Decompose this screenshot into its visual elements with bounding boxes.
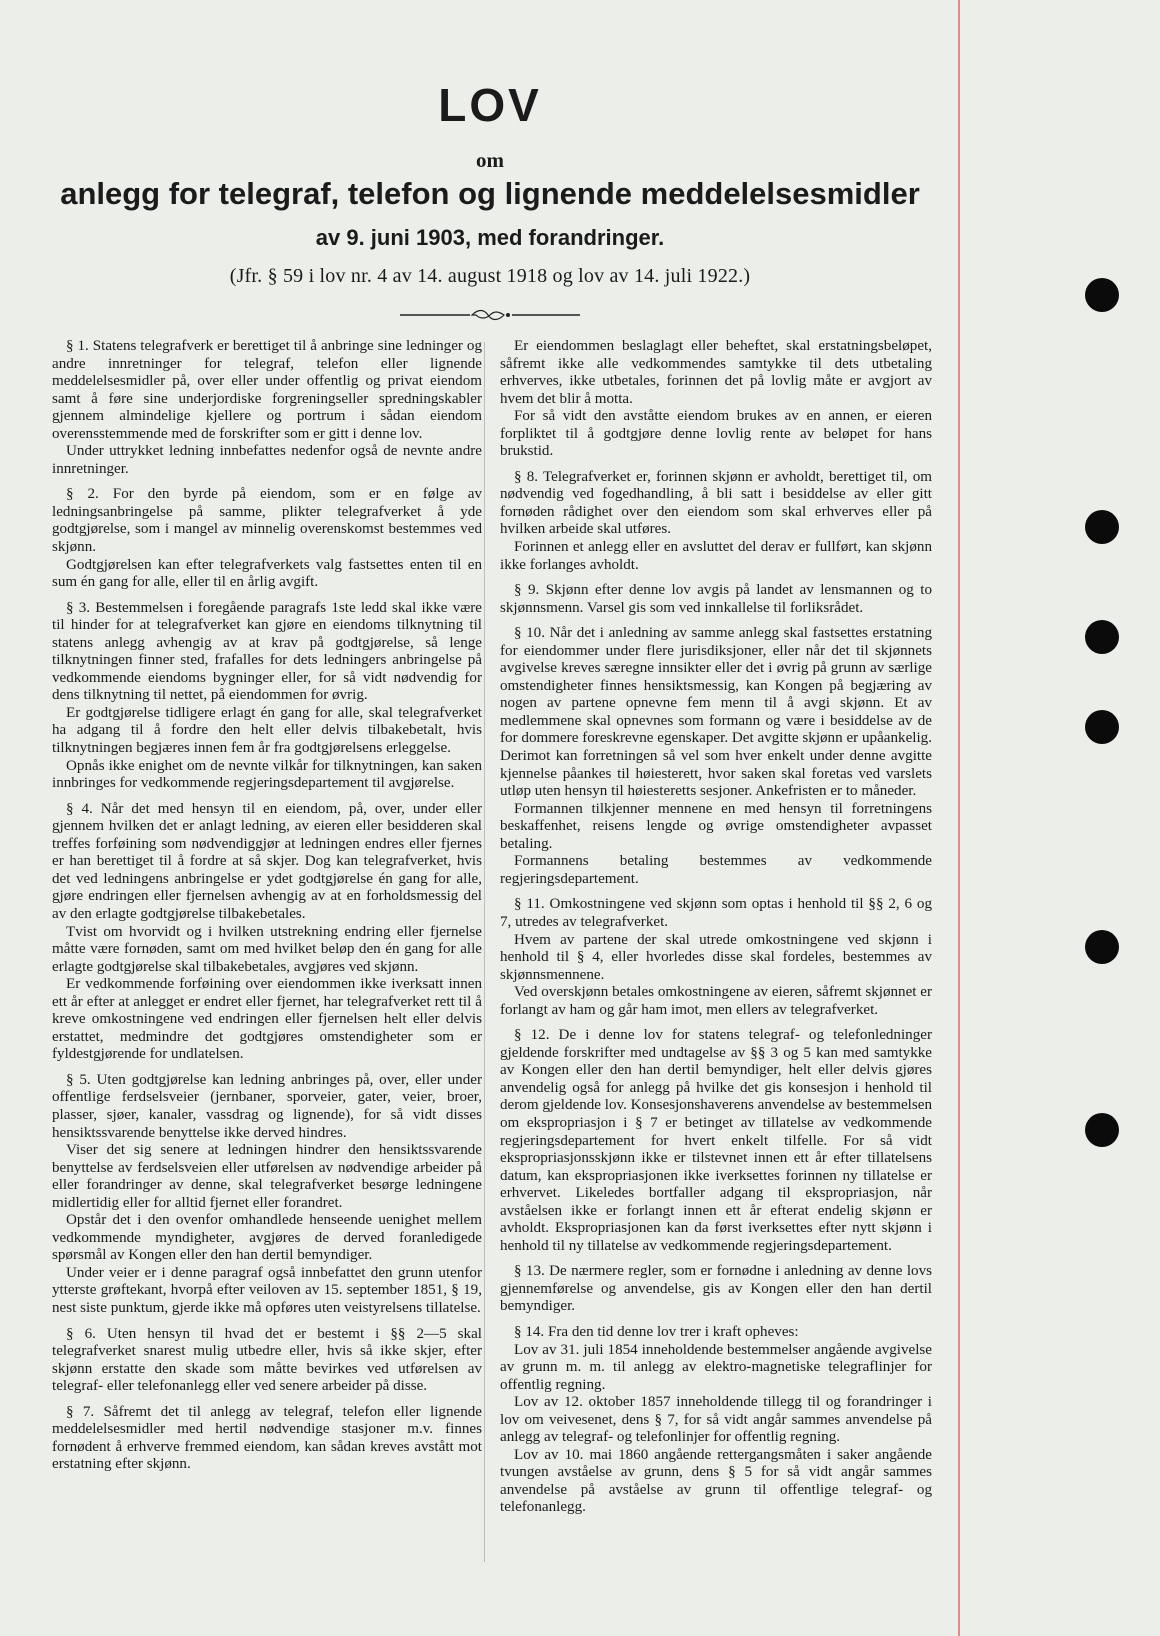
- ornament-divider: [400, 308, 580, 322]
- document-reference: (Jfr. § 59 i lov nr. 4 av 14. august 1918 og lov av 14. juli 1922.): [229, 265, 751, 287]
- paragraph: For så vidt den avståtte eiendom brukes av en annen, er eieren forpliktet til å godtgjøre denne lovlig rente av beløpet for hans brukstid.: [500, 408, 932, 460]
- paragraph-section-8: § 8. Telegrafverket er, forinnen skjønn er avholdt, berettiget til, om nødvendig ved fogedhandling, å bli satt i besiddelse av eller gitt fornøden rådighet over den eiendom som skal erhverves eller på hvilken arbeide skal utføres.: [500, 468, 932, 538]
- paragraph-section-7: § 7. Såfremt det til anlegg av telegraf, telefon eller lignende meddelelsesmidler med hertil nødvendige stasjoner m.v. finnes fornødent å erhverve fremmed eiendom, kan sådan kreves avstått mot erstatning efter skjønn.: [52, 1403, 482, 1473]
- paragraph-section-2: § 2. For den byrde på eiendom, som er en følge av ledningsanbringelse på samme, plikter telegrafverket å yde godtgjørelse, som i mangel av minnelig overenskomst bestemmes ved skjønn.: [52, 486, 482, 556]
- column-divider: [484, 342, 485, 1562]
- paragraph-section-3: § 3. Bestemmelsen i foregående paragrafs 1ste ledd skal ikke være til hinder for at telegrafverket kan gjøre en eiendoms tilknytning til statens anlegg avhengig av at krav på godtgjørelse, så lenge tilknytningen finner sted, frafalles for dets ledningers anbringelse på vedkommende eiendoms bygninger eller, for så vidt nødvendig for dens tilknytning til nettet, på eiendommen for øvrig.: [52, 599, 482, 704]
- paragraph: Formannen tilkjenner mennene en med hensyn til forretningens beskaffenhet, reisens lengde og øvrige omstendigheter avpasset betaling.: [500, 800, 932, 852]
- paragraph-section-6: § 6. Uten hensyn til hvad det er bestemt i §§ 2—5 skal telegrafverket snarest mulig utbedre eller, hvis så ikke skjer, efter skjønn erstatte den skade som måtte bevirkes ved utførelsen av telegraf- eller telefonanlegg eller ved senere arbeider på disse.: [52, 1325, 482, 1395]
- punch-hole: [1085, 1113, 1119, 1147]
- paragraph-section-13: § 13. De nærmere regler, som er fornødne i anledning av denne lovs gjennemførelse og anvendelse, gis av Kongen eller den han dertil bemyndiger.: [500, 1263, 932, 1315]
- paragraph: Er eiendommen beslaglagt eller beheftet, skal erstatningsbeløpet, såfremt ikke alle vedkommendes samtykke til dets utbetaling erhverves, ikke utbetales, forinnen det på lovlig måte er avgjort av hvem det blir å motta.: [500, 338, 932, 407]
- paragraph: Under uttrykket ledning innbefattes nedenfor også de nevnte andre innretninger.: [52, 443, 482, 477]
- paragraph: Formannens betaling bestemmes av vedkommende regjeringsdepartement.: [500, 853, 932, 887]
- punch-hole: [1085, 510, 1119, 544]
- paragraph: Hvem av partene der skal utrede omkostningene ved skjønn i henhold til § 4, eller hvorledes disse skal fordeles, bestemmes av skjønnsmennene.: [500, 931, 932, 983]
- document-subject: anlegg for telegraf, telefon og lignende meddelelsesmidler: [60, 176, 920, 211]
- paragraph: Forinnen et anlegg eller en avsluttet del derav er fullført, kan skjønn ikke forlanges avholdt.: [500, 539, 932, 573]
- paragraph: Er godtgjørelse tidligere erlagt én gang for alle, skal telegrafverket ha adgang til å fordre den helt eller delvis tilbakebetalt, hvis tilknytningen begjæres innen fem år fra godtgjørelsens erleggelse.: [52, 704, 482, 757]
- paragraph: Ved overskjønn betales omkostningene av eieren, såfremt skjønnet er forlangt av ham og går ham imot, men ellers av telegrafverket.: [500, 984, 932, 1018]
- title-connector: om: [476, 148, 504, 172]
- paragraph: Opnås ikke enighet om de nevnte vilkår for tilknytningen, kan saken innbringes for vedkommende regjeringsdepartement til avgjørelse.: [52, 757, 482, 792]
- paragraph: Tvist om hvorvidt og i hvilken utstrekning endring eller fjernelse måtte være fornøden, samt om med hvilket beløp den én gang for alle erlagte godtgjørelse skal tilbakebetales, avgjøres ved skjønn.: [52, 923, 482, 975]
- left-column: [52, 338, 482, 1474]
- paragraph-section-14: § 14. Fra den tid denne lov trer i kraft opheves:: [514, 1323, 799, 1340]
- punch-hole: [1085, 620, 1119, 654]
- document-title: LOV: [438, 79, 542, 131]
- paragraph: Lov av 10. mai 1860 angående rettergangsmåten i saker angående tvungen avståelse av grunn, dens § 5 for så vidt angår sammes anvendelse på avståelse av grunn til offentlige telegraf- og telefonanlegg.: [500, 1446, 932, 1516]
- paragraph-section-11: § 11. Omkostningene ved skjønn som optas i henhold til §§ 2, 6 og 7, utredes av telegrafverket.: [500, 896, 932, 930]
- punch-hole: [1085, 930, 1119, 964]
- paragraph-section-12: § 12. De i denne lov for statens telegraf- og telefonledninger gjeldende forskrifter med undtagelse av §§ 3 og 5 kan med samtykke av Kongen eller den han dertil bemyndiger, helt eller delvis gjøres anvendelig også for anlegg på hvilke det gis konsesjon i henhold til derom gjeldende lov. Konsesjonshaverens anvendelse av bestemmelsen om ekspropriasjon i § 7 er betinget av tillatelse av vedkommende regjeringsdepartement for hvert enkelt tilfelle. For så vidt ekspropriasjonsskjønn ikke er tilstevnet innen ett år efter tillatelsens datum, kan ekspropriasjonen ikke iverksettes forinnen ny tillatelse er erhvervet. Likeledes bortfaller adgang til ekspropriasjon, når avståelsen ikke er forlangt innen ett år efterat endelig skjønn er avholdt. Ekspropriasjonen kan da først iverksettes efter nytt skjønn i henhold til ny tillatelse av vedkommende regjeringsdepartement.: [500, 1027, 932, 1254]
- paragraph: Viser det sig senere at ledningen hindrer den hensiktssvarende benyttelse av ferdselsveien eller utførelsen av nødvendige arbeider på eller forandringer av denne, skal telegrafverket besørge ledningene midlertidig eller for alltid fjernet eller forandret.: [52, 1142, 482, 1211]
- punch-hole: [1085, 278, 1119, 312]
- paragraph-section-9: § 9. Skjønn efter denne lov avgis på landet av lensmannen og to skjønnsmenn. Varsel gis som ved innkallelse til forliksrådet.: [500, 582, 932, 616]
- paragraph-section-1: § 1. Statens telegrafverk er berettiget til å anbringe sine ledninger og andre innretninger for telegraf, telefon eller lignende meddelelsesmidler på, over eller under offentlig og privat eiendom samt å føre sine underjordiske forgreningseller spredningskabler gjennem almindelige kjellere og portrum i sådan eiendom overensstemmende med de forskrifter som er gitt i denne lov.: [52, 338, 482, 442]
- right-column: [500, 338, 932, 1517]
- paragraph: Under veier er i denne paragraf også innbefattet den grunn utenfor ytterste grøftekant, hvorpå efter veiloven av 15. september 1851, § 19, nest siste punktum, gjerde ikke må opføres uten veistyrelsens tillatelse.: [52, 1264, 482, 1316]
- paragraph-section-4: § 4. Når det med hensyn til en eiendom, på, over, under eller gjennem hvilken det er anlagt ledning, av eieren eller besidderen skal treffes forføining som nødvendiggjør at ledningen endres eller fjernes er han berettiget til å fordre at så skjer. Dog kan telegrafverket, hvis det ved ledningens anbringelse er ydet godtgjørelse én gang for alle, gjøre endringen eller fjernelsen avhengig av at en forholdsmessig del av den erlagte godtgjørelse tilbakebetales.: [52, 800, 482, 922]
- document-date-line: av 9. juni 1903, med forandringer.: [315, 225, 665, 250]
- paragraph-section-10: § 10. Når det i anledning av samme anlegg skal fastsettes erstatning for eiendommer under flere jurisdiksjoner, eller når det til skjønnets avgivelse kreves særegne innsikter eller det i øvrig på grunn av særlige omstendigheter finnes hensiktsmessig, kan Kongen på begjæring av nogen av partene opnevne fem menn til å avgi skjønn. Et av medlemmene skal opnevnes som formann og være i besiddelse av de for dommere foreskrevne egenskaper. Det avgitte skjønn er upåankelig. Derimot kan forretningen så vel som hver enkelt under denne avgitte kjennelse påankes til høiesterett, hvor saken skal foretas ved varslets utløp uten hensyn til høiesteretts sesjoner. Ankefristen er to måneder.: [500, 625, 932, 800]
- paragraph-section-5: § 5. Uten godtgjørelse kan ledning anbringes på, over, eller under offentlige ferdselsveier (jernbaner, sporveier, gater, veier, broer, plasser, sjøer, kanaler, vassdrag og lignende), for så vidt disses hensiktssvarende benyttelse ikke derved hindres.: [52, 1071, 482, 1141]
- punch-hole: [1085, 710, 1119, 744]
- paragraph: Opstår det i den ovenfor omhandlede henseende uenighet mellem vedkommende myndigheter, avgjøres de derved foranledigede spørsmål av Kongen eller den han dertil bemyndiger.: [52, 1212, 482, 1264]
- margin-rule: [958, 0, 960, 1636]
- paragraph: Lov av 12. oktober 1857 inneholdende tillegg til og forandringer i lov om veivesenet, dens § 7, for så vidt angår sammes anvendelse på anlegg av telegraf- og telefonlinjer for offentlig regning.: [500, 1394, 932, 1446]
- paragraph: Er vedkommende forføining over eiendommen ikke iverksatt innen ett år efter at anlegget er endret eller fjernet, har telegrafverket rett til å kreve omkostningene ved endringen eller fjernelsen helt eller delvis erstattet, medmindre det godtgjøres omstendigheter som er fyldestgjørende for undlatelsen.: [52, 976, 482, 1063]
- paragraph: Godtgjørelsen kan efter telegrafverkets valg fastsettes enten til en sum én gang for alle, eller til en årlig avgift.: [52, 556, 482, 591]
- paragraph: Lov av 31. juli 1854 inneholdende bestemmelser angående avgivelse av grunn m. m. til anlegg av elektro-magnetiske telegraflinjer for offentlig regning.: [500, 1341, 932, 1393]
